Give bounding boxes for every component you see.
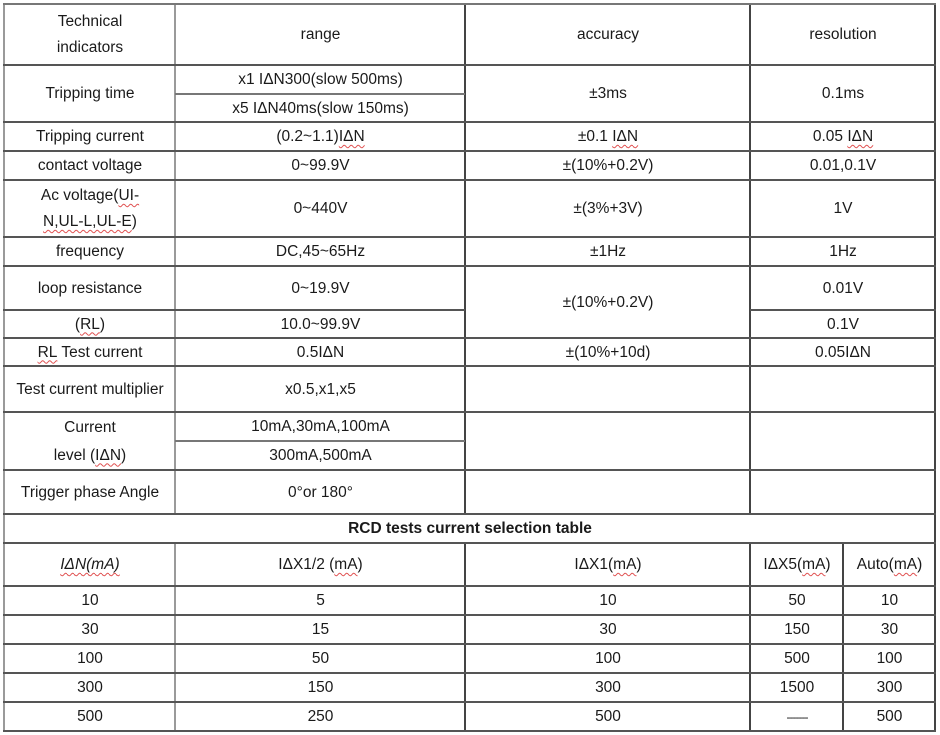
range-contact-voltage: 0~99.9V — [291, 157, 350, 174]
rcd-cell-idn: 300 — [77, 679, 103, 696]
accuracy-rl-test-current: ±(10%+10d) — [565, 343, 651, 361]
accuracy-loop-resistance: ±(10%+0.2V) — [562, 293, 654, 311]
rcd-cell-x-half: 50 — [311, 650, 330, 667]
label-loop-resistance: loop resistance — [37, 279, 143, 297]
rcd-header-x5: IΔX5( mA ) — [763, 556, 831, 573]
rcd-header-auto: Auto( mA ) — [856, 556, 923, 573]
header-technical-indicators: Technical indicators — [56, 13, 124, 56]
rcd-cell-auto: 300 — [876, 679, 903, 696]
accuracy-frequency: ±1Hz — [589, 243, 627, 260]
resolution-tripping-current: 0.05 IΔN — [812, 128, 874, 145]
resolution-frequency: 1Hz — [829, 243, 857, 260]
label-trigger-phase-angle: Trigger phase Angle — [20, 483, 160, 501]
rcd-cell-idn: 30 — [81, 621, 99, 638]
label-rl-test-current: RL Test current — [37, 343, 143, 361]
rcd-cell-x1: 300 — [595, 679, 621, 696]
accuracy-ac-voltage: ±(3%+3V) — [573, 200, 643, 217]
rcd-cell-idn: 100 — [77, 650, 103, 667]
header-resolution: resolution — [809, 26, 877, 43]
label-current-level: Current level (IΔN) — [53, 418, 127, 464]
rcd-cell-x1: 30 — [599, 621, 617, 638]
rcd-cell-x1: 500 — [595, 708, 621, 725]
range-tripping-time-x1: x1 IΔN300(slow 500ms) — [238, 71, 403, 88]
rcd-cell-auto: 10 — [880, 592, 899, 609]
range-frequency: DC,45~65Hz — [275, 243, 366, 260]
range-rl-test-current: 0.5IΔN — [296, 343, 345, 361]
resolution-contact-voltage: 0.01,0.1V — [809, 157, 877, 174]
range-loop-resistance: 0~19.9V — [291, 279, 350, 297]
range-tripping-time-x5: x5 IΔN40ms(slow 150ms) — [232, 99, 409, 117]
range-test-current-multiplier: x0.5,x1,x5 — [285, 380, 356, 398]
header-accuracy: accuracy — [576, 26, 640, 43]
label-contact-voltage: contact voltage — [37, 157, 143, 174]
rcd-cell-x5: ------- — [786, 710, 808, 724]
label-tripping-current: Tripping current — [36, 128, 144, 145]
rcd-cell-x-half: 250 — [307, 708, 334, 725]
range-current-level-1: 10mA,30mA,100mA — [251, 418, 390, 435]
rcd-header-x1: IΔX1( mA ) — [574, 556, 642, 573]
accuracy-tripping-current: ±0.1 IΔN — [577, 128, 639, 145]
rcd-cell-x-half: 15 — [311, 621, 330, 638]
resolution-rl: 0.1V — [827, 315, 859, 333]
label-ac-voltage: Ac voltage(UI- N,UL-L,UL-E) — [40, 187, 140, 230]
rcd-cell-x1: 100 — [595, 650, 621, 667]
label-frequency: frequency — [55, 243, 125, 260]
rcd-cell-x5: 50 — [788, 592, 806, 609]
rcd-cell-idn: 10 — [81, 592, 99, 609]
rcd-cell-x5: 1500 — [779, 679, 815, 696]
range-ac-voltage: 0~440V — [293, 200, 348, 217]
rcd-cell-auto: 100 — [876, 650, 903, 667]
label-tripping-time: Tripping time — [45, 85, 135, 102]
accuracy-tripping-time: ±3ms — [589, 85, 627, 102]
header-range: range — [300, 26, 341, 43]
rcd-table-title: RCD tests current selection table — [348, 520, 592, 537]
rcd-cell-x-half: 5 — [316, 592, 325, 609]
range-tripping-current: (0.2~1.1) IΔN — [276, 128, 365, 145]
resolution-loop-resistance: 0.01V — [822, 279, 864, 297]
resolution-rl-test-current: 0.05IΔN — [814, 343, 872, 361]
rcd-cell-x5: 500 — [784, 650, 810, 667]
accuracy-contact-voltage: ±(10%+0.2V) — [562, 157, 654, 174]
rcd-cell-auto: 30 — [880, 621, 899, 638]
rcd-header-idn: IΔN(mA) — [60, 556, 120, 573]
label-rl: ( RL ) — [74, 315, 106, 333]
rcd-cell-auto: 500 — [876, 708, 903, 725]
rcd-cell-idn: 500 — [77, 708, 103, 725]
rcd-cell-x-half: 150 — [307, 679, 334, 696]
rcd-header-x-half: IΔX1/2 ( mA ) — [278, 556, 363, 573]
range-current-level-2: 300mA,500mA — [269, 447, 372, 464]
range-rl: 10.0~99.9V — [280, 315, 361, 333]
resolution-ac-voltage: 1V — [833, 200, 853, 217]
resolution-tripping-time: 0.1ms — [821, 85, 865, 102]
rcd-cell-x1: 10 — [599, 592, 617, 609]
label-test-current-multiplier: Test current multiplier — [16, 380, 164, 398]
range-trigger-phase-angle: 0°or 180° — [288, 483, 353, 501]
rcd-cell-x5: 150 — [784, 621, 810, 638]
